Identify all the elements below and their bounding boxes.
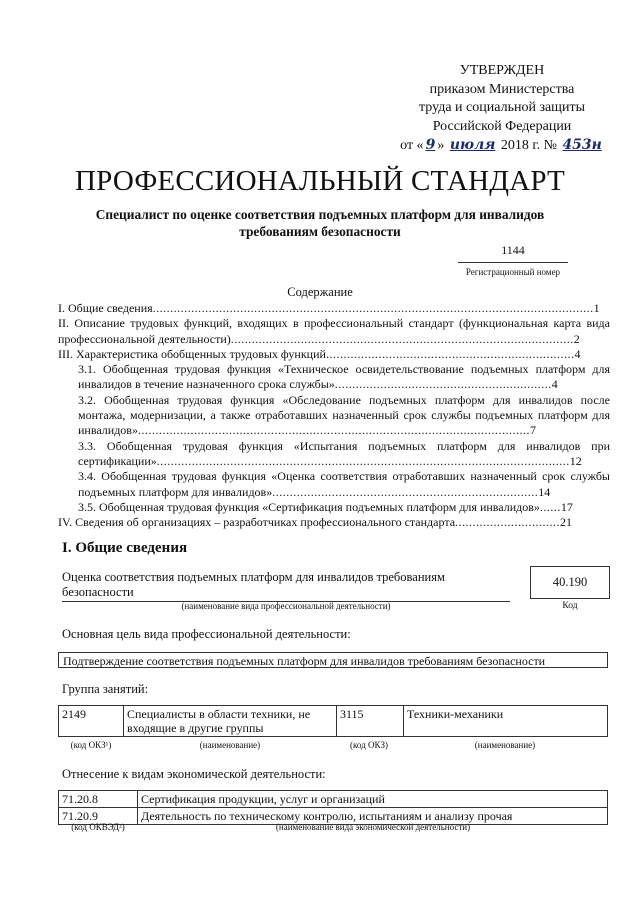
- toc-item[interactable]: I. Общие сведения..............................................................................................................................1: [58, 301, 600, 315]
- activity-kind-caption: (наименование вида профессиональной деятельности): [181, 601, 391, 611]
- toc-item[interactable]: 3.4. Обобщенная трудовая функция «Оценка соответствия отработавших назначенный срок службы подъемных платформ для инвалидов»............................................................................14: [78, 469, 610, 499]
- table-cell: Техники-механики: [404, 706, 608, 737]
- activity-kind-text: Оценка соответствия подъемных платформ для инвалидов требованиям безопасности: [62, 570, 510, 602]
- registration-label: Регистрационный номер: [465, 267, 561, 277]
- toc-item[interactable]: 3.3. Обобщенная трудовая функция «Испытания подъемных платформ для инвалидов при сертификации»......................................................................................................................12: [78, 438, 610, 468]
- table-caption: (код ОКЗ¹): [70, 740, 112, 750]
- purpose-label: Основная цель вида профессиональной деятельности:: [62, 627, 351, 641]
- toc-item[interactable]: III. Характеристика обобщенных трудовых функций.......................................................................4: [58, 346, 581, 361]
- table-cell: 3115: [337, 706, 404, 737]
- toc-heading: Содержание: [287, 285, 353, 299]
- table-cell: Деятельность по техническому контролю, испытаниям и анализу прочая: [138, 808, 608, 825]
- table-caption: (код ОКЗ): [350, 740, 388, 750]
- table-caption: (наименование): [474, 740, 536, 750]
- table-cell: Сертификация продукции, услуг и организаций: [138, 791, 608, 808]
- table-caption: (код ОКВЭД²): [71, 822, 125, 832]
- handwritten-day: 9: [425, 137, 436, 153]
- table-cell: 71.20.8: [59, 791, 138, 808]
- activity-code-caption: Код: [562, 601, 578, 611]
- toc-item[interactable]: II. Описание трудовых функций, входящих в профессиональный стандарт (функциональная карта вида профессиональной деятельности)..................................................................................................2: [58, 316, 610, 346]
- approval-block: [384, 62, 620, 156]
- approval-date: от « 9 » июля 2018 г. № 453н: [400, 137, 602, 153]
- approval-line: Российской Федерации: [432, 118, 572, 134]
- table-cell: 71.20.9: [59, 808, 138, 825]
- table-cell: 2149: [59, 706, 124, 737]
- group-label: Группа занятий:: [62, 682, 149, 696]
- standard-subtitle: Специалист по оценке соответствия подъемных платформ для инвалидов требованиям безопасности: [95, 207, 545, 239]
- table-row: [59, 706, 608, 737]
- handwritten-order-number: 453н: [562, 137, 602, 153]
- table-of-contents: [58, 301, 610, 530]
- table-caption: (наименование): [199, 740, 261, 750]
- registration-block: [458, 243, 568, 277]
- table-row: [59, 791, 608, 808]
- econ-label: Отнесение к видам экономической деятельности:: [62, 767, 326, 781]
- section-heading: I. Общие сведения: [62, 540, 188, 556]
- toc-item[interactable]: 3.5. Обобщенная трудовая функция «Сертификация подъемных платформ для инвалидов»......17: [78, 499, 573, 514]
- handwritten-month: июля: [449, 137, 496, 153]
- registration-number: 1144: [458, 243, 568, 263]
- approval-line: приказом Министерства: [429, 81, 575, 97]
- econ-activity-table: [58, 790, 608, 825]
- page-title: ПРОФЕССИОНАЛЬНЫЙ СТАНДАРТ: [75, 165, 565, 197]
- table-caption: (наименование вида экономической деятельности): [275, 822, 471, 832]
- approval-heading: УТВЕРЖДЕН: [459, 63, 545, 78]
- toc-item[interactable]: 3.1. Обобщенная трудовая функция «Техническое освидетельствование подъемных платформ для инвалидов в течение назначенного срока службы»..............................................................4: [78, 362, 610, 392]
- approval-line: труда и социальной защиты: [419, 100, 585, 115]
- activity-code-box: 40.190: [530, 566, 610, 599]
- occupation-group-table: [58, 705, 608, 737]
- toc-item[interactable]: IV. Сведения об организациях – разработчиках профессионального стандарта..............................21: [58, 515, 573, 530]
- purpose-box: Подтверждение соответствия подъемных платформ для инвалидов требованиям безопасности: [58, 652, 608, 668]
- table-cell: Специалисты в области техники, не входящие в другие группы: [124, 706, 337, 737]
- toc-item[interactable]: 3.2. Обобщенная трудовая функция «Обследование подъемных платформ для инвалидов после монтажа, модернизации, а также отработавших назначенный срок службы подъемных платформ для инвалидов»................................................................................................................7: [78, 392, 610, 438]
